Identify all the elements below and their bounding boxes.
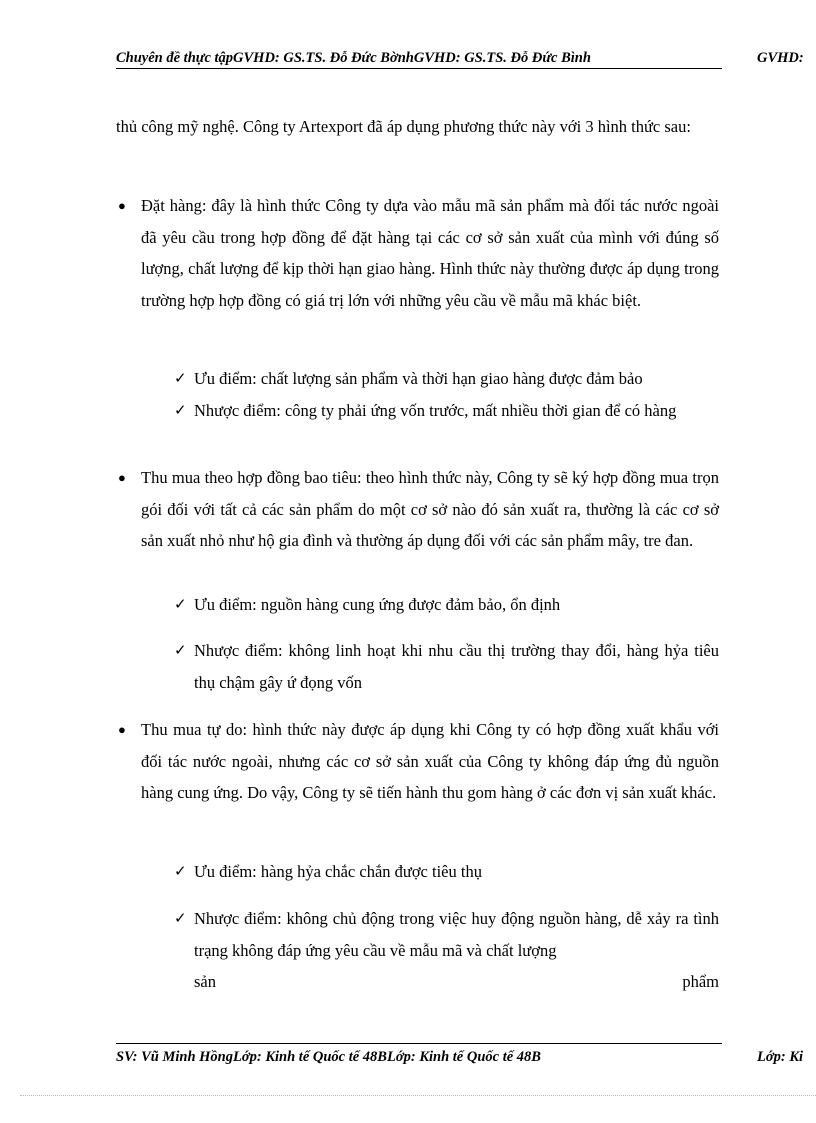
header-text-overflow: GVHD: bbox=[757, 50, 804, 66]
page-header bbox=[116, 50, 816, 70]
checkmark-icon: ✓ bbox=[174, 369, 187, 387]
bullet-dot-icon: ● bbox=[118, 198, 126, 213]
checkmark-icon: ✓ bbox=[174, 595, 187, 613]
pros-text: Ưu điểm: chất lượng sản phẩm và thời hạn giao hàng được đảm bảo bbox=[194, 369, 643, 388]
checkmark-icon: ✓ bbox=[174, 862, 187, 880]
cons-item bbox=[174, 395, 719, 427]
checkmark-icon: ✓ bbox=[174, 401, 187, 419]
footer-text-overflow: Lớp: Ki bbox=[757, 1049, 804, 1065]
intro-paragraph: thủ công mỹ nghệ. Công ty Artexport đã áp dụng phương thức này với 3 hình thức sau: bbox=[116, 117, 691, 136]
bullet-item bbox=[116, 714, 719, 809]
pros-item bbox=[174, 856, 719, 888]
cons-tail-left: sản bbox=[194, 972, 216, 991]
cons-text: Nhược điểm: không linh hoạt khi nhu cầu thị trường thay đổi, hàng hỷa tiêu thụ chậm gây ứ đọng vốn bbox=[194, 641, 719, 692]
bullet-dot-icon: ● bbox=[118, 470, 126, 485]
footer-text: SV: Vũ Minh HồngLớp: Kinh tế Quốc tế 48BLớp: Kinh tế Quốc tế 48B bbox=[116, 1049, 541, 1065]
cons-text: Nhược điểm: công ty phải ứng vốn trước, mất nhiều thời gian để có hàng bbox=[194, 401, 677, 420]
bullet-text: Đặt hàng: đây là hình thức Công ty dựa vào mẫu mã sản phẩm mà đối tác nước ngoài đã yêu cầu trong hợp đồng để đặt hàng tại các cơ sở sản xuất của mình với đúng số lượng, chất lượng để kịp thời hạn giao hàng. Hình thức này thường được áp dụng trong trường hợp hợp đồng có giá trị lớn với những yêu cầu về mẫu mã khác biệt. bbox=[141, 196, 719, 310]
pros-item bbox=[174, 589, 719, 621]
pros-item bbox=[174, 363, 719, 395]
page-boundary bbox=[20, 1095, 816, 1096]
footer-rule bbox=[116, 1043, 722, 1044]
cons-text-tail bbox=[194, 966, 719, 998]
cons-text: Nhược điểm: không chủ động trong việc huy động nguồn hàng, dễ xảy ra tình trạng không đáp ứng yêu cầu về mẫu mã và chất lượng bbox=[194, 909, 719, 960]
bullet-item bbox=[116, 190, 719, 316]
cons-item bbox=[174, 903, 719, 998]
checkmark-icon: ✓ bbox=[174, 641, 187, 659]
bullet-text: Thu mua theo hợp đồng bao tiêu: theo hình thức này, Công ty sẽ ký hợp đồng mua trọn gói đối với tất cả các sản phẩm do một cơ sở nào đó sản xuất ra, thường là các cơ sở sản xuất nhỏ như hộ gia đình và thường áp dụng đối với các sản phẩm mây, tre đan. bbox=[141, 468, 719, 550]
pros-text: Ưu điểm: hàng hỷa chắc chắn được tiêu thụ bbox=[194, 862, 482, 881]
bullet-text: Thu mua tự do: hình thức này được áp dụng khi Công ty có hợp đồng xuất khẩu với đối tác nước ngoài, nhưng các cơ sở sản xuất của Công ty không đáp ứng đủ nguồn hàng cung ứng. Do vậy, Công ty sẽ tiến hành thu gom hàng ở các đơn vị sản xuất khác. bbox=[141, 720, 719, 802]
bullet-item bbox=[116, 462, 719, 557]
header-text: Chuyên đề thực tậpGVHD: GS.TS. Đỗ Đức BờnhGVHD: GS.TS. Đỗ Đức Bình bbox=[116, 50, 591, 66]
checkmark-icon: ✓ bbox=[174, 909, 187, 927]
bullet-dot-icon: ● bbox=[118, 722, 126, 737]
header-rule bbox=[116, 68, 722, 69]
cons-item bbox=[174, 635, 719, 698]
cons-tail-right: phẩm bbox=[682, 972, 719, 991]
pros-text: Ưu điểm: nguồn hàng cung ứng được đảm bảo, ổn định bbox=[194, 595, 561, 614]
page-footer bbox=[116, 1049, 816, 1069]
